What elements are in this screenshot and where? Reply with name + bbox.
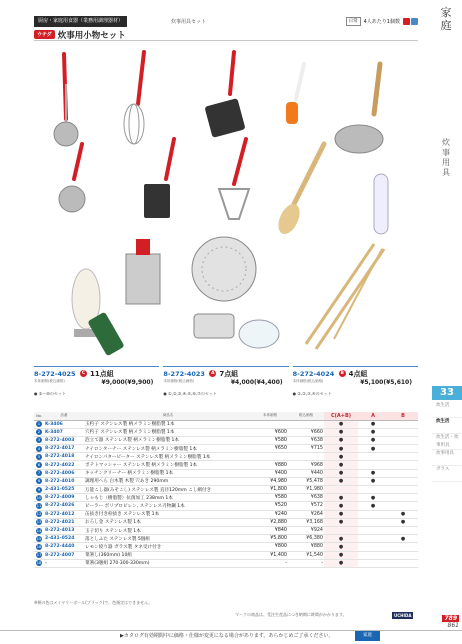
header-tax: 税込価格 — [288, 412, 324, 420]
row-number — [34, 502, 44, 510]
table-body — [34, 420, 418, 567]
page-number-current: 789 — [444, 615, 457, 622]
set-a-mark — [358, 486, 388, 494]
set-a-mark — [358, 543, 388, 551]
tax-price: - — [288, 559, 324, 567]
row-number — [34, 453, 44, 461]
row-number — [34, 494, 44, 502]
set-contents: ● ①〜⑩のセット — [34, 391, 66, 396]
set-b-mark — [388, 461, 418, 469]
set-c-mark: ● — [324, 445, 358, 453]
table-row — [34, 445, 418, 453]
egg-slicer-illustration — [194, 314, 234, 338]
tax-price: ¥638 — [288, 494, 324, 502]
set-name: 11点組 — [90, 370, 114, 378]
set-c-mark: ● — [324, 551, 358, 559]
persons-label: 4人あたり1個数 — [363, 19, 400, 25]
tax-price: ¥660 — [288, 428, 324, 436]
row-number-badge: 5 — [37, 453, 41, 459]
base-price: ¥2,880 — [252, 518, 288, 526]
row-number-badge: 17 — [36, 552, 42, 558]
side-index-item[interactable]: 炊生活 — [432, 402, 462, 418]
turner-illustration — [204, 52, 245, 138]
set-letter-badge: C — [81, 371, 86, 376]
set-contents: ● ①,②,③,④,⑤,⑥,⑦のセット — [163, 391, 217, 396]
product-code: 8-272-4440 — [44, 543, 84, 551]
bottom-bar — [0, 630, 462, 640]
set-price: ¥5,100(¥5,610) — [360, 379, 412, 386]
tax-price: ¥5,478 — [288, 477, 324, 485]
header-set-c: C(A+B) — [324, 412, 358, 420]
header-name: 商品名 — [84, 412, 252, 420]
row-number-badge: 7 — [37, 470, 41, 476]
set-b-mark: ● — [388, 535, 418, 543]
set-a-mark — [358, 526, 388, 534]
slotted-turner-illustration — [144, 139, 174, 218]
product-name: ポテトマッシャー ステンレス製 柄メラミン樹脂製 1本 — [84, 461, 252, 469]
header-price: 本体価格 — [252, 412, 288, 420]
set-b-mark — [388, 436, 418, 444]
product-name: 玉子切り ステンレス製 1本 — [84, 526, 252, 534]
uchida-logo: UCHIDA — [394, 613, 412, 618]
base-price: ¥400 — [252, 469, 288, 477]
set-b-mark: ● — [388, 518, 418, 526]
row-number — [34, 461, 44, 469]
header-set-a: A — [358, 412, 388, 420]
set-a-mark — [358, 461, 388, 469]
set-c-mark: ● — [324, 469, 358, 477]
row-number-badge: 6 — [37, 462, 41, 468]
product-name: ナイロンターナー ステンレス製 柄メラミン樹脂製 1本 — [84, 445, 252, 453]
set-a-mark — [358, 535, 388, 543]
rice-paddle-illustration — [374, 174, 388, 234]
base-price: ¥880 — [252, 461, 288, 469]
row-number-badge: 9 — [37, 486, 41, 492]
table-row — [34, 477, 418, 485]
set-a-mark: ● — [358, 428, 388, 436]
masher-illustration — [219, 139, 249, 219]
lemon-squeezer-illustration — [239, 320, 279, 348]
product-code: 2-431-0524 — [44, 535, 84, 543]
wooden-spoon-illustration — [274, 144, 324, 237]
product-name: 穴杓子 ステンレス製 柄メラミン樹脂製 1本 — [84, 428, 252, 436]
row-number — [34, 535, 44, 543]
base-price: ¥4,980 — [252, 477, 288, 485]
set-box-c — [34, 366, 159, 402]
set-a-mark — [358, 453, 388, 461]
set-a-mark: ● — [358, 477, 388, 485]
tax-price — [288, 453, 324, 461]
table-row — [34, 420, 418, 428]
footnote: ※柄の色はメイヤリーボール(ブラック)で、色指定はできません。 — [34, 600, 153, 605]
set-b-mark — [388, 453, 418, 461]
base-price: ¥1,800 — [252, 486, 288, 494]
set-price-label: 本体価格(税込価格) — [163, 379, 195, 383]
base-price: ¥580 — [252, 436, 288, 444]
tax-price: ¥440 — [288, 469, 324, 477]
product-name: レモン絞り器 ガラス製 タネ受け付き — [84, 543, 252, 551]
tax-price: ¥638 — [288, 436, 324, 444]
table-row — [34, 428, 418, 436]
product-code: - — [44, 559, 84, 567]
set-c-mark: ● — [324, 494, 358, 502]
header-no: No. — [34, 412, 44, 420]
row-number — [34, 551, 44, 559]
row-number-badge: 12 — [36, 511, 42, 517]
product-code: 8-272-4022 — [44, 461, 84, 469]
side-index-item[interactable]: 炊生活・炊事用具 — [432, 434, 462, 450]
product-code: K-3406 — [44, 420, 84, 428]
table-row — [34, 535, 418, 543]
skimmer-illustration — [59, 144, 85, 212]
base-price: - — [252, 559, 288, 567]
row-number — [34, 420, 44, 428]
set-code: 8-272-4025 — [34, 370, 76, 378]
product-code: 8-272-4003 — [44, 436, 84, 444]
row-number-badge: 16 — [36, 543, 42, 549]
product-name: 缶抜き付き栓抜き ステンレス製 1本 — [84, 510, 252, 518]
set-c-mark: ● — [324, 428, 358, 436]
tax-price: ¥924 — [288, 526, 324, 534]
row-number-badge: 4 — [37, 445, 41, 451]
set-letter-badge: B — [340, 371, 344, 376]
set-a-mark: ● — [358, 469, 388, 477]
set-c-mark: ● — [324, 436, 358, 444]
set-name: 7点組 — [219, 370, 239, 378]
tax-price: ¥572 — [288, 502, 324, 510]
table-row — [34, 551, 418, 559]
product-name: 万能こし器(みそこし) ステンレス製 直径120mm こし網付き — [84, 486, 252, 494]
set-c-mark: ● — [324, 420, 358, 428]
base-price: ¥650 — [252, 445, 288, 453]
side-index-item[interactable]: ガラス — [432, 466, 462, 482]
product-name: 泡立て器 ステンレス製 柄メラミン樹脂製 1本 — [84, 436, 252, 444]
grater-illustration — [126, 239, 160, 304]
cooking-chopsticks-illustration — [306, 244, 384, 349]
table-row — [34, 526, 418, 534]
base-price — [252, 420, 288, 428]
table-row — [34, 469, 418, 477]
order-note: マークの商品は、受注生産品につき納期に時間がかかります。 — [235, 612, 347, 617]
tax-price: ¥880 — [288, 543, 324, 551]
tax-price: ¥1,980 — [288, 486, 324, 494]
set-b-mark — [388, 559, 418, 567]
row-number — [34, 477, 44, 485]
base-price: ¥1,400 — [252, 551, 288, 559]
product-name: 玉杓子 ステンレス製 柄メラミン樹脂製 1本 — [84, 420, 252, 428]
set-c-mark: ● — [324, 502, 358, 510]
row-number — [34, 526, 44, 534]
set-contents: ● ①,②,③,④のセット — [292, 391, 332, 396]
row-number-badge: 11 — [36, 502, 42, 508]
tax-price: ¥3,168 — [288, 518, 324, 526]
tax-price: ¥264 — [288, 510, 324, 518]
disclaimer-text: ▶カタログ有効期間中に価格・仕様が変更になる場合があります。あらかじめご了承ください。 — [120, 633, 334, 639]
set-c-mark: ● — [324, 518, 358, 526]
base-price: ¥600 — [252, 428, 288, 436]
set-summary — [34, 366, 418, 402]
section-number: 33 — [432, 386, 462, 400]
drop-lids-illustration — [192, 237, 256, 301]
set-code: 8-272-4023 — [163, 370, 205, 378]
set-box-b — [293, 366, 418, 402]
set-c-mark: ● — [324, 510, 358, 518]
set-b-mark — [388, 526, 418, 534]
product-name: しゃもじ（樹脂製）抗菌加工 238mm 1本 — [84, 494, 252, 502]
row-number — [34, 428, 44, 436]
row-number-badge: 14 — [36, 527, 42, 533]
row-number-badge: 18 — [36, 560, 42, 566]
product-code: 8-272-4007 — [44, 551, 84, 559]
set-name: 4点組 — [348, 370, 368, 378]
side-category: 家庭 — [440, 6, 452, 32]
side-index — [432, 402, 462, 482]
product-name: ナイロンパターピーター ステンレス製 柄メラミン樹脂製 1本 — [84, 453, 252, 461]
product-illustration-svg — [34, 44, 418, 364]
set-c-mark: ● — [324, 477, 358, 485]
base-price: ¥840 — [252, 526, 288, 534]
product-name: 菜箸し(360mm) 10組 — [84, 551, 252, 559]
set-a-mark: ● — [358, 494, 388, 502]
table-row — [34, 453, 418, 461]
row-number — [34, 510, 44, 518]
tax-price: ¥968 — [288, 461, 324, 469]
product-code: 8-272-4017 — [44, 445, 84, 453]
base-price: ¥800 — [252, 543, 288, 551]
category-label: 厨房・家庭用食器（業務用調理器材） — [34, 16, 127, 27]
set-price-label: 本体価格(税込価格) — [292, 379, 324, 383]
set-a-mark — [358, 518, 388, 526]
product-code: 8-272-4010 — [44, 477, 84, 485]
product-code: 8-272-4006 — [44, 469, 84, 477]
set-b-mark — [388, 486, 418, 494]
row-number-badge: 10 — [36, 494, 42, 500]
set-b-mark — [388, 494, 418, 502]
table-row — [34, 543, 418, 551]
set-b-mark — [388, 469, 418, 477]
set-letter-badge: A — [211, 371, 215, 376]
table-row — [34, 486, 418, 494]
top-bar — [34, 16, 418, 27]
table-row — [34, 518, 418, 526]
row-number-badge: 15 — [36, 535, 42, 541]
set-a-mark — [358, 559, 388, 567]
set-b-mark — [388, 477, 418, 485]
set-c-mark: ● — [324, 535, 358, 543]
tax-price: ¥1,540 — [288, 551, 324, 559]
set-code: 8-272-4024 — [292, 370, 335, 378]
row-number — [34, 518, 44, 526]
set-c-mark: ● — [324, 559, 358, 567]
tax-price: ¥6,380 — [288, 535, 324, 543]
row-number-badge: 2 — [37, 429, 41, 435]
set-b-mark — [388, 428, 418, 436]
page-number-sub: 861 — [447, 622, 459, 629]
page-number — [442, 615, 459, 629]
product-code: 8-272-4013 — [44, 526, 84, 534]
product-code: 8-272-4018 — [44, 453, 84, 461]
row-number-badge: 8 — [37, 478, 41, 484]
header-set-b: B — [388, 412, 418, 420]
base-price: ¥520 — [252, 502, 288, 510]
set-b-mark — [388, 502, 418, 510]
set-b-mark — [388, 420, 418, 428]
base-price — [252, 453, 288, 461]
tax-price: ¥715 — [288, 445, 324, 453]
set-price-label: 本体価格(税込価格) — [34, 379, 65, 383]
product-code: 8-272-4021 — [44, 518, 84, 526]
row-number-badge: 1 — [37, 421, 41, 427]
tax-price — [288, 420, 324, 428]
side-index-item[interactable]: 炊生活 — [432, 418, 462, 434]
product-code: 2-431-0525 — [44, 486, 84, 494]
set-a-mark: ● — [358, 436, 388, 444]
product-name: キッチンクリーナー 柄メラミン樹脂製 1本 — [84, 469, 252, 477]
product-code: K-3407 — [44, 428, 84, 436]
set-b-mark — [388, 551, 418, 559]
feature-plus-icon — [403, 18, 410, 25]
table-row — [34, 510, 418, 518]
product-code: 8-272-4026 — [44, 502, 84, 510]
table-row — [34, 559, 418, 567]
set-c-mark — [324, 486, 358, 494]
title-bar — [34, 29, 418, 41]
strainer-illustration — [335, 64, 383, 153]
product-code: 8-272-4009 — [44, 494, 84, 502]
set-box-a — [163, 366, 288, 402]
product-illustrations — [34, 44, 418, 364]
set-b-mark: ● — [388, 510, 418, 518]
set-price: ¥4,000(¥4,400) — [230, 379, 283, 386]
set-b-mark — [388, 445, 418, 453]
ladle-illustration — [54, 54, 78, 146]
set-b-mark — [388, 543, 418, 551]
feature-icons — [403, 18, 418, 25]
set-c-mark — [324, 526, 358, 534]
table-row — [34, 436, 418, 444]
row-number — [34, 445, 44, 453]
product-name: おろし金 ステンレス製 1本 — [84, 518, 252, 526]
set-a-mark — [358, 510, 388, 518]
set-c-mark: ● — [324, 543, 358, 551]
product-table — [34, 412, 418, 568]
table-row — [34, 494, 418, 502]
table-row — [34, 502, 418, 510]
row-number — [34, 543, 44, 551]
silicone-spatula-illustration — [286, 64, 304, 124]
product-name: 調理用へら 白木製 木製 穴あき 290mm — [84, 477, 252, 485]
base-price: ¥580 — [252, 494, 288, 502]
whisk-illustration — [124, 52, 144, 144]
set-a-mark: ● — [358, 420, 388, 428]
side-index-item[interactable]: 炊事用具 — [432, 450, 462, 466]
product-name: 菜箸(3膳組 270·300·330mm) — [84, 559, 252, 567]
row-number-badge: 13 — [36, 519, 42, 525]
table-header-row — [34, 412, 418, 420]
side-section-label: 炊事用具 — [442, 138, 450, 177]
row-number — [34, 469, 44, 477]
row-number — [34, 559, 44, 567]
header-code: 品番 — [44, 412, 84, 420]
daily-tag: 日常 — [346, 17, 361, 26]
set-a-mark: ● — [358, 502, 388, 510]
row-number-badge: 3 — [37, 437, 41, 443]
page-title: 炊事用小物セット — [57, 30, 126, 41]
top-bar-right — [346, 16, 418, 27]
set-price: ¥9,000(¥9,900) — [101, 379, 154, 386]
feature-check-icon — [411, 18, 418, 25]
product-name: ピーラー ポリプロピレン, ステンレス刃物鋼 1本 — [84, 502, 252, 510]
row-number — [34, 486, 44, 494]
product-code: 8-272-4012 — [44, 510, 84, 518]
row-number — [34, 436, 44, 444]
set-a-mark: ● — [358, 445, 388, 453]
base-price: ¥240 — [252, 510, 288, 518]
set-c-mark: ● — [324, 461, 358, 469]
bottom-category-label: 家庭 — [355, 631, 380, 641]
set-c-mark: ● — [324, 453, 358, 461]
subcategory-label: 炊事用具セット — [171, 19, 207, 25]
table-row — [34, 461, 418, 469]
base-price: ¥5,800 — [252, 535, 288, 543]
brand-badge: ウチダ — [34, 30, 55, 39]
set-a-mark — [358, 551, 388, 559]
product-name: 落としふた ステンレス製 5個組 — [84, 535, 252, 543]
